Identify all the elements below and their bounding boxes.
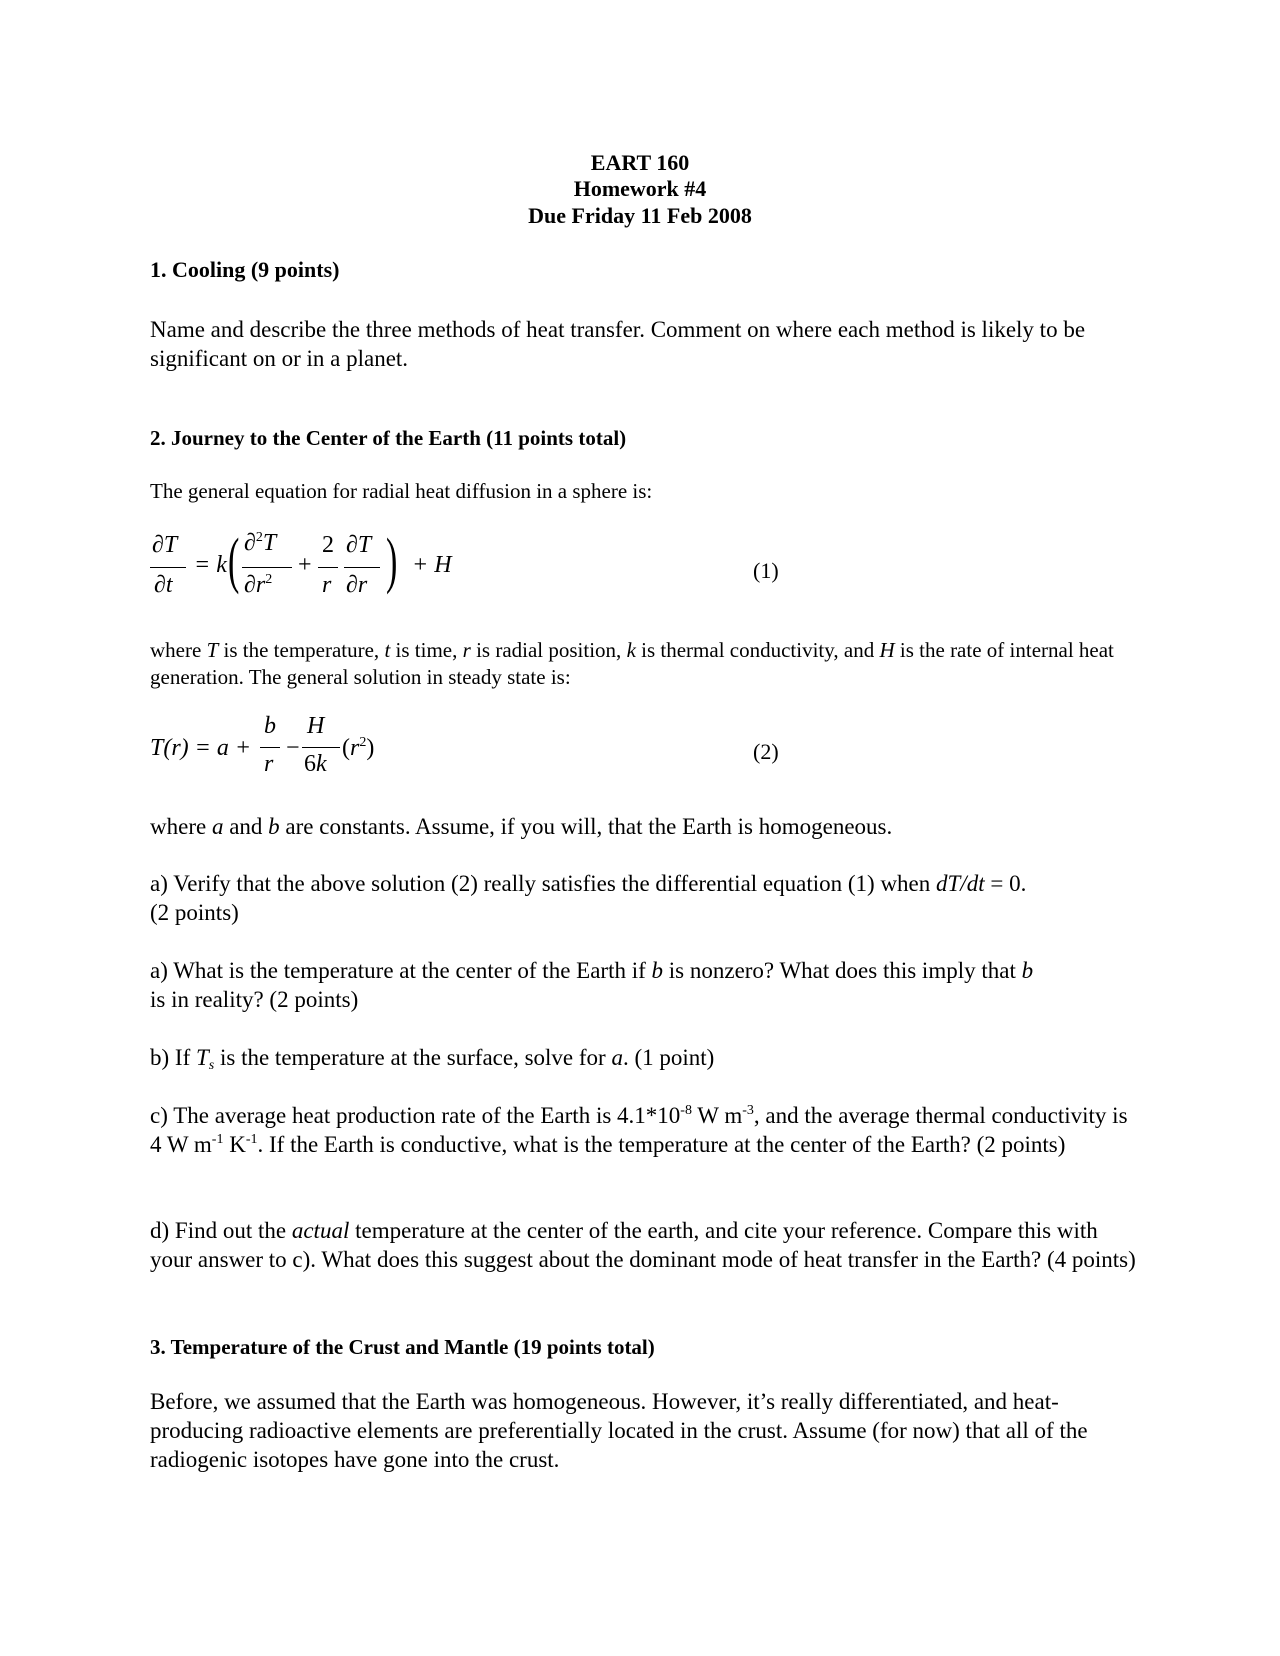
eq1-denominator-dr2: $\partial r^2$ bbox=[244, 572, 273, 598]
q1-text: Name and describe the three methods of heat transfer. Comment on where each method is likely to be significant on or in a planet. bbox=[150, 317, 1086, 371]
equation-1 bbox=[150, 527, 452, 610]
eq1-plus-H: + H bbox=[412, 552, 452, 578]
eq2-H: H bbox=[307, 713, 325, 739]
q3-text: Before, we assumed that the Earth was homogeneous. However, it’s really differentiated, and heat-producing radioactive elements are preferentially located in the crust. Assume (for now) that all of the radiogenic isotopes have gone into the crust. bbox=[150, 1389, 1088, 1472]
q2-part-a-center: a) What is the temperature at the center of the Earth if b is nonzero? What does this imply that b is in reality? (2 points) bbox=[150, 958, 1034, 1012]
assignment-title: Homework #4 bbox=[573, 176, 707, 201]
eq1-number: (1) bbox=[753, 558, 779, 583]
course-title: EART 160 bbox=[590, 150, 690, 175]
eq2-r: r bbox=[264, 751, 274, 777]
eq1-right-paren: ) bbox=[386, 527, 398, 595]
equation-2 bbox=[150, 713, 450, 783]
eq2-number: (2) bbox=[753, 739, 779, 764]
eq2-6k: 6k bbox=[304, 751, 327, 777]
q2-part-c: c) The average heat production rate of the Earth is $4.1*10^{-8}$ W $m^{-3}$, and the average thermal conductivity is 4 W $m^{-1}$ $K^{-1}$. If the Earth is conductive, what is the temperature at the center of the Earth? (2 points) bbox=[150, 1103, 1128, 1157]
eq1-denominator-dt: ∂t bbox=[154, 572, 173, 598]
eq2-lhs: T(r) = a + bbox=[150, 735, 252, 761]
eq1-two: 2 bbox=[322, 532, 334, 558]
eq2-minus: − bbox=[286, 735, 300, 761]
q2-intro: The general equation for radial heat diffusion in a sphere is: bbox=[150, 479, 653, 503]
eq1-numerator-dT: ∂T bbox=[152, 532, 178, 558]
eq1-numerator-dT2: ∂T bbox=[346, 532, 372, 558]
q2-part-a-verify: a) Verify that the above solution (2) really satisfies the differential equation (1) when dT/dt = 0. (2 points) bbox=[150, 871, 1027, 925]
eq1-plus: + bbox=[298, 552, 312, 578]
q1-heading: 1. Cooling (9 points) bbox=[150, 257, 340, 282]
q2-part-b: b) If $T_s$ is the temperature at the surface, solve for a. (1 point) bbox=[150, 1045, 715, 1073]
eq1-left-paren: ( bbox=[228, 527, 240, 595]
eq1-equals-k: = k bbox=[194, 552, 227, 578]
eq1-r: r bbox=[322, 572, 332, 598]
eq1-numerator-d2T: ∂$^2$T bbox=[244, 530, 277, 556]
eq2-b: b bbox=[264, 713, 276, 739]
q2-heading: 2. Journey to the Center of the Earth (11 points total) bbox=[150, 426, 627, 450]
due-date: Due Friday 11 Feb 2008 bbox=[528, 203, 752, 228]
q2-part-d: d) Find out the actual temperature at the center of the earth, and cite your reference. Compare this with your answer to c). What does this suggest about the dominant mode of heat transfer in the Earth? (4 points) bbox=[150, 1218, 1136, 1272]
q2-definitions: where T is the temperature, t is time, r is radial position, k is thermal conductivity, and H is the rate of internal heat generation. The general solution in steady state is: bbox=[150, 638, 1114, 689]
eq2-r-squared: $(r^2)$ bbox=[342, 735, 375, 761]
q3-heading: 3. Temperature of the Crust and Mantle (19 points total) bbox=[150, 1335, 655, 1359]
q2-constants: where a and b are constants. Assume, if you will, that the Earth is homogeneous. bbox=[150, 814, 893, 839]
eq1-denominator-dr: ∂r bbox=[346, 572, 368, 598]
